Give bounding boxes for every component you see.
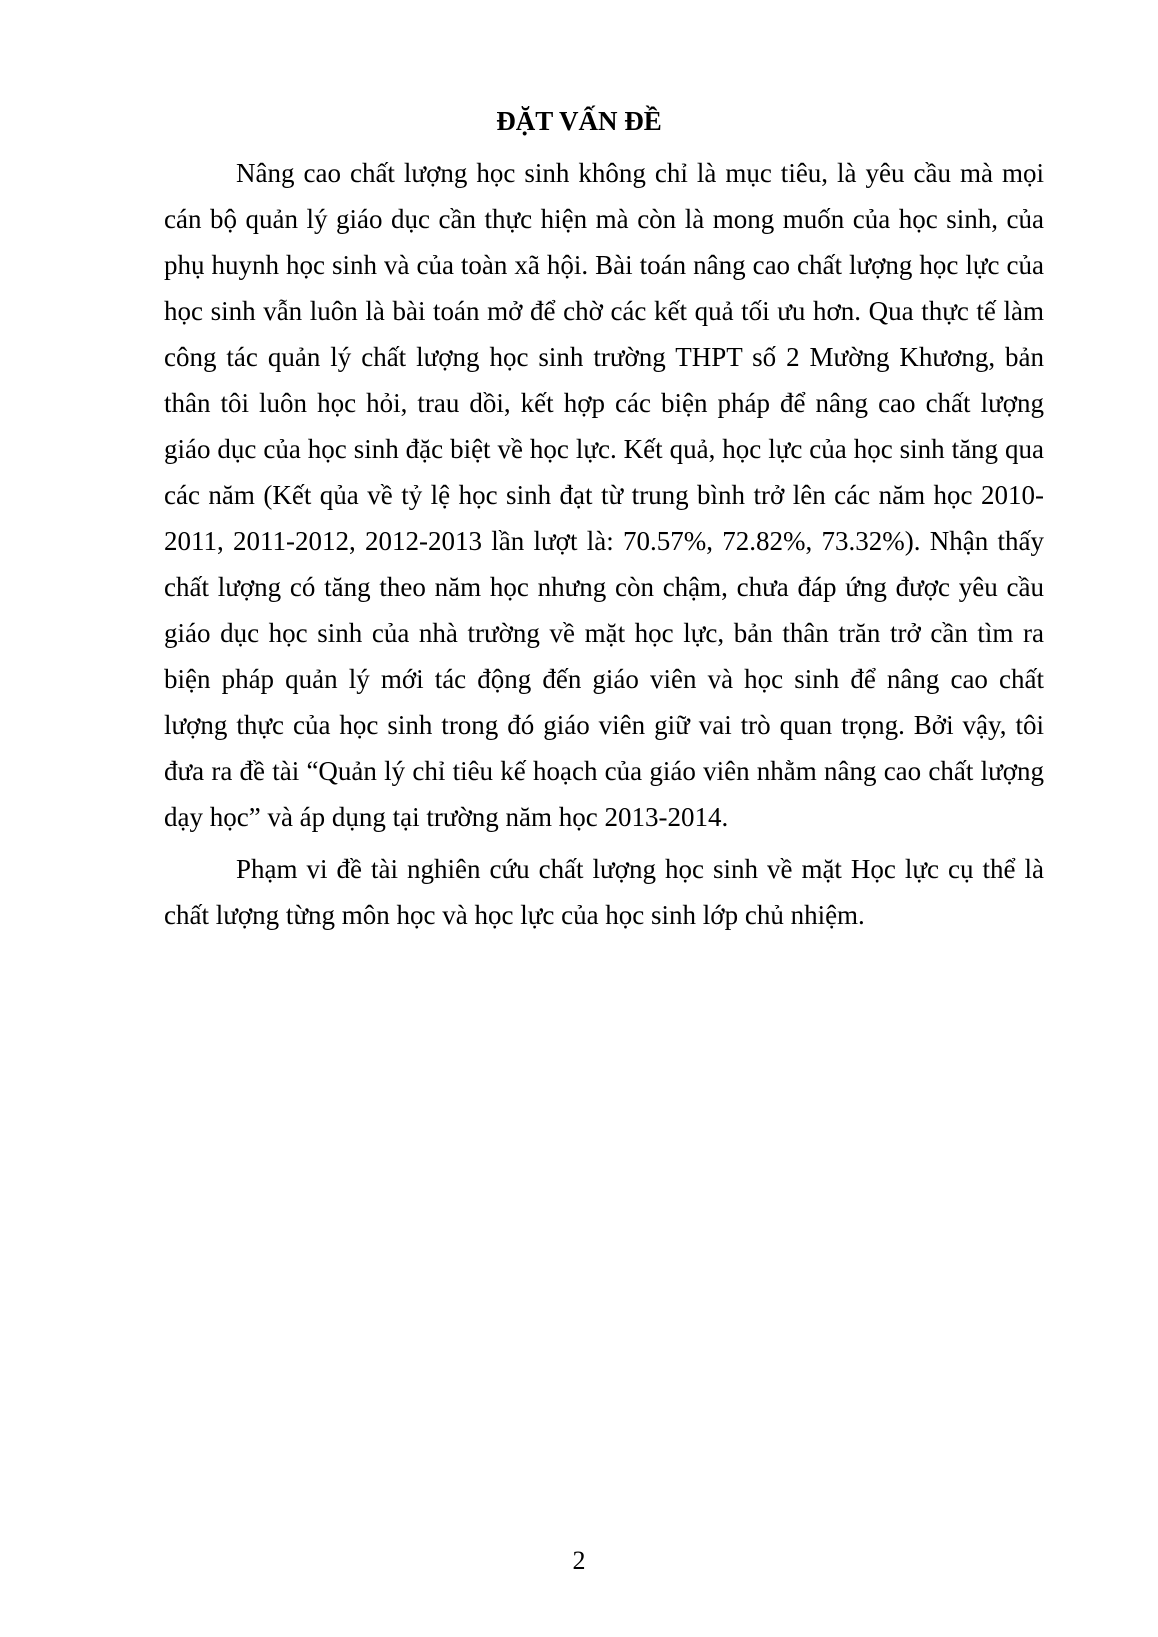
document-body [164, 150, 1044, 944]
paragraph-scope: Phạm vi đề tài nghiên cứu chất lượng học sinh về mặt Học lực cụ thể là chất lượng từng môn học và học lực của học sinh lớp chủ nhiệm. [164, 854, 1044, 930]
page-number: 2 [572, 1546, 586, 1575]
paragraph-intro: Nâng cao chất lượng học sinh không chỉ là mục tiêu, là yêu cầu mà mọi cán bộ quản lý giáo dục cần thực hiện mà còn là mong muốn của học sinh, của phụ huynh học sinh và của toàn xã hội. Bài toán nâng cao chất lượng học lực của học sinh vẫn luôn là bài toán mở để chờ các kết quả tối ưu hơn. Qua thực tế làm công tác quản lý chất lượng học sinh trường THPT số 2 Mường Khương, bản thân tôi luôn học hỏi, trau dồi, kết hợp các biện pháp để nâng cao chất lượng giáo dục của học sinh đặc biệt về học lực. Kết quả, học lực của học sinh tăng qua các năm (Kết qủa về tỷ lệ học sinh đạt từ trung bình trở lên các năm học 2010-2011, 2011-2012, 2012-2013 lần lượt là: 70.57%, 72.82%, 73.32%). Nhận thấy chất lượng có tăng theo năm học nhưng còn chậm, chưa đáp ứng được yêu cầu giáo dục học sinh của nhà trường về mặt học lực, bản thân trăn trở cần tìm ra biện pháp quản lý mới tác động đến giáo viên và học sinh để nâng cao chất lượng thực của học sinh trong đó giáo viên giữ vai trò quan trọng. Bởi vậy, tôi đưa ra đề tài “Quản lý chỉ tiêu kế hoạch của giáo viên nhằm nâng cao chất lượng dạy học” và áp dụng tại trường năm học 2013-2014. [164, 158, 1044, 832]
section-title: ĐẶT VẤN ĐỀ [496, 106, 662, 136]
